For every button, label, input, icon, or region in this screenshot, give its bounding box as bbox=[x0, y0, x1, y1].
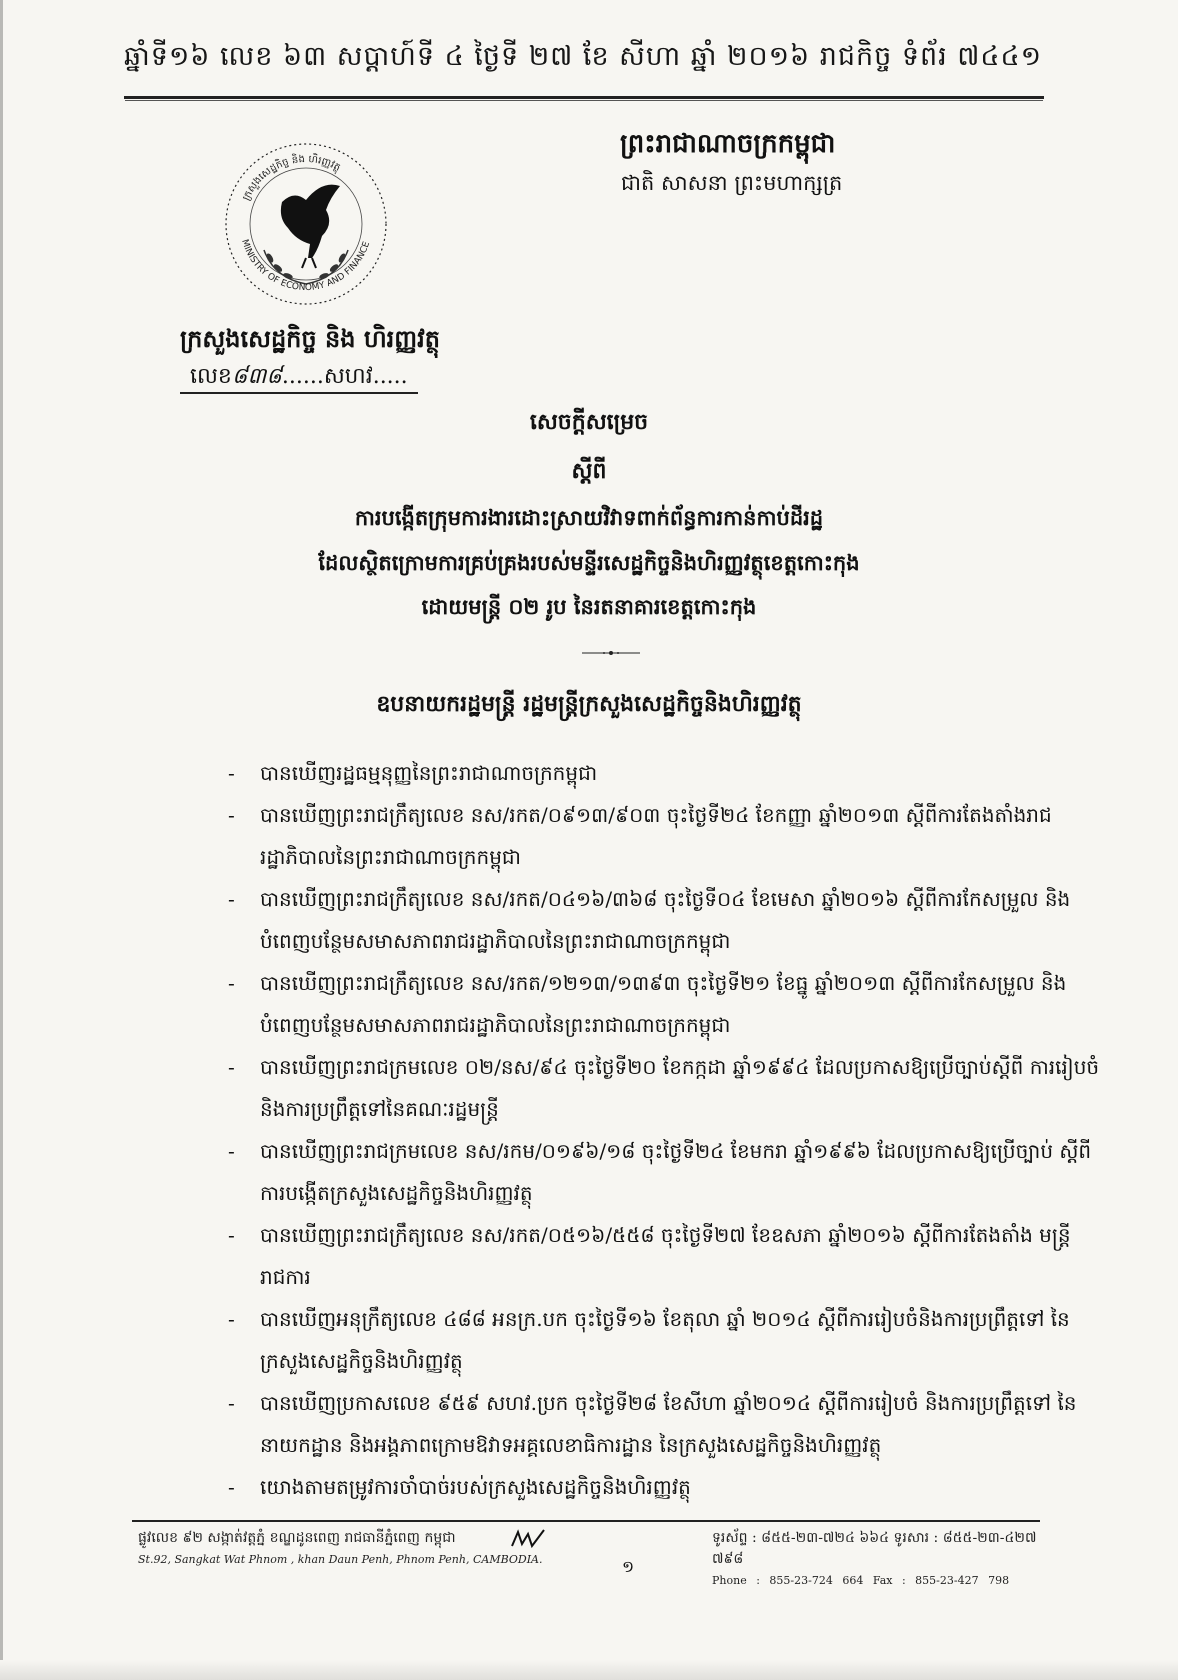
recital-item: - បានឃើញរដ្ឋធម្មនុញ្ញនៃព្រះរាជាណាចក្រកម្ពុជា bbox=[228, 761, 598, 785]
recital-item: - បានឃើញព្រះរាជក្រឹត្យលេខ នស/រកត/០៩១៣/៩០៣ ចុះថ្ងៃទី២៤ ខែកញ្ញា ឆ្នាំ២០១៣ ស្ដីពីការតែងតាំងរាជរដ្ឋាភិបាលនៃព្រះរាជាណាចក្រកម្ពុជា bbox=[228, 803, 1052, 869]
subject-line-3: ដោយមន្ត្រី ០២ រូប នៃរតនាគារខេត្តកោះកុង bbox=[421, 594, 757, 619]
recital-text: បានឃើញប្រកាសលេខ ៩៥៩ សហវ.ប្រក ចុះថ្ងៃទី២៨ ខែសីហា ឆ្នាំ២០១៤ ស្ដីពីការរៀបចំ និងការប្រព្រឹត្តទៅ នៃនាយកដ្ឋាន និងអង្គភាពក្រោមឱវាទអគ្គលេខាធិការដ្ឋាន នៃក្រសួងសេដ្ឋកិច្ចនិងហិរញ្ញវត្ថុ bbox=[260, 1391, 1077, 1457]
recital-text: បានឃើញរដ្ឋធម្មនុញ្ញនៃព្រះរាជាណាចក្រកម្ពុជា bbox=[260, 761, 598, 785]
scan-edge bbox=[0, 0, 3, 1680]
kingdom-title: ព្រះរាជាណាចក្រកម្ពុជា bbox=[620, 129, 836, 159]
document-about: ស្ដីពី bbox=[571, 458, 607, 484]
recital-text: យោងតាមតម្រូវការចាំបាច់របស់ក្រសួងសេដ្ឋកិច្ចនិងហិរញ្ញវត្ថុ bbox=[260, 1475, 691, 1499]
subject-line-1: ការបង្កើតក្រុមការងារដោះស្រាយវិវាទពាក់ព័ន្ធការកាន់កាប់ដីរដ្ឋ bbox=[354, 505, 824, 530]
address-khmer: ផ្លូវលេខ ៩២ សង្កាត់វត្តភ្នំ ខណ្ឌដូនពេញ រាជធានីភ្នំពេញ កម្ពុជា bbox=[138, 1530, 456, 1546]
gazette-header: ឆ្នាំទី១៦ លេខ ៦៣ សប្ដាហ៍ទី ៤ ថ្ងៃទី ២៧ ខែ សីហា ឆ្នាំ ២០១៦ រាជកិច្ច ទំព័រ ៧៤៤១ bbox=[124, 41, 1043, 72]
scan-bottom-edge bbox=[0, 1660, 1178, 1680]
reference-prefix: លេខ bbox=[190, 364, 232, 389]
recital-item: - បានឃើញព្រះរាជក្រមលេខ ០២/នស/៩៤ ចុះថ្ងៃទី២០ ខែកក្កដា ឆ្នាំ១៩៩៤ ដែលប្រកាសឱ្យប្រើច្បាប់ស្ដីពី ការរៀបចំនិងការប្រព្រឹត្តទៅនៃគណៈរដ្ឋមន្ត្រី bbox=[228, 1055, 1100, 1121]
footer-contact bbox=[712, 1528, 1062, 1587]
recital-item: - បានឃើញព្រះរាជក្រឹត្យលេខ នស/រកត/០៤១៦/៣៦៨ ចុះថ្ងៃទី០៤ ខែមេសា ឆ្នាំ២០១៦ ស្ដីពីការកែសម្រួល និងបំពេញបន្ថែមសមាសភាពរាជរដ្ឋាភិបាលនៃព្រះរាជាណាចក្រកម្ពុជា bbox=[228, 887, 1071, 953]
recital-item: - បានឃើញព្រះរាជក្រឹត្យលេខ នស/រកត/១២១៣/១៣៩៣ ចុះថ្ងៃទី២១ ខែធ្នូ ឆ្នាំ២០១៣ ស្ដីពីការកែសម្រួល និងបំពេញបន្ថែមសមាសភាពរាជរដ្ឋាភិបាលនៃព្រះរាជាណាចក្រកម្ពុជា bbox=[228, 971, 1067, 1037]
seal-text-kh: ក្រសួងសេដ្ឋកិច្ច និង ហិរញ្ញវត្ថុ bbox=[240, 153, 343, 203]
reference-underline bbox=[180, 392, 418, 394]
recital-text: បានឃើញព្រះរាជក្រឹត្យលេខ នស/រកត/០៥១៦/៥៥៨ ចុះថ្ងៃទី២៧ ខែឧសភា ឆ្នាំ២០១៦ ស្ដីពីការតែងតាំង មន្ត្រីរាជការ bbox=[260, 1223, 1071, 1289]
recital-text: បានឃើញព្រះរាជក្រមលេខ ០២/នស/៩៤ ចុះថ្ងៃទី២០ ខែកក្កដា ឆ្នាំ១៩៩៤ ដែលប្រកាសឱ្យប្រើច្បាប់ស្ដីពី ការរៀបចំនិងការប្រព្រឹត្តទៅនៃគណៈរដ្ឋមន្ត្រី bbox=[260, 1055, 1100, 1121]
recital-item: - បានឃើញព្រះរាជក្រមលេខ នស/រកម/០១៩៦/១៨ ចុះថ្ងៃទី២៤ ខែមករា ឆ្នាំ១៩៩៦ ដែលប្រកាសឱ្យប្រើច្បាប់ ស្ដីពីការបង្កើតក្រសួងសេដ្ឋកិច្ចនិងហិរញ្ញវត្ថុ bbox=[228, 1139, 1092, 1205]
recital-item: - បានឃើញប្រកាសលេខ ៩៥៩ សហវ.ប្រក ចុះថ្ងៃទី២៨ ខែសីហា ឆ្នាំ២០១៤ ស្ដីពីការរៀបចំ និងការប្រព្រឹត្តទៅ នៃនាយកដ្ឋាន និងអង្គភាពក្រោមឱវាទអគ្គលេខាធិការដ្ឋាន នៃក្រសួងសេដ្ឋកិច្ចនិងហិរញ្ញវត្ថុ bbox=[228, 1391, 1077, 1457]
recital-text: បានឃើញអនុក្រឹត្យលេខ ៤៨៨ អនក្រ.បក ចុះថ្ងៃទី១៦ ខែតុលា ឆ្នាំ ២០១៤ ស្ដីពីការរៀបចំនិងការប្រព្រឹត្តទៅ នៃក្រសួងសេដ្ឋកិច្ចនិងហិរញ្ញវត្ថុ bbox=[260, 1307, 1070, 1373]
reference-suffix: ......សហវ..... bbox=[281, 364, 408, 389]
contact-khmer: ទូរស័ព្ទ : ៨៥៥-២៣-៧២៤ ៦៦៤ ទូរសារ : ៨៥៥-២៣-៤២៧ ៧៩៨ bbox=[712, 1530, 1037, 1567]
recital-text: បានឃើញព្រះរាជក្រមលេខ នស/រកម/០១៩៦/១៨ ចុះថ្ងៃទី២៤ ខែមករា ឆ្នាំ១៩៩៦ ដែលប្រកាសឱ្យប្រើច្បាប់ ស្ដីពីការបង្កើតក្រសួងសេដ្ឋកិច្ចនិងហិរញ្ញវត្ថុ bbox=[260, 1139, 1092, 1205]
recital-text: បានឃើញព្រះរាជក្រឹត្យលេខ នស/រកត/១២១៣/១៣៩៣ ចុះថ្ងៃទី២១ ខែធ្នូ ឆ្នាំ២០១៣ ស្ដីពីការកែសម្រួល និងបំពេញបន្ថែមសមាសភាពរាជរដ្ឋាភិបាលនៃព្រះរាជាណាចក្រកម្ពុជា bbox=[260, 971, 1067, 1037]
document-type: សេចក្ដីសម្រេច bbox=[529, 409, 649, 435]
recital-text: បានឃើញព្រះរាជក្រឹត្យលេខ នស/រកត/០៤១៦/៣៦៨ ចុះថ្ងៃទី០៤ ខែមេសា ឆ្នាំ២០១៦ ស្ដីពីការកែសម្រួល និងបំពេញបន្ថែមសមាសភាពរាជរដ្ឋាភិបាលនៃព្រះរាជាណាចក្រកម្ពុជា bbox=[260, 887, 1071, 953]
footer-address bbox=[138, 1528, 658, 1566]
reference-handwritten-number: ៨៣៨ bbox=[231, 364, 282, 389]
ministry-name: ក្រសួងសេដ្ឋកិច្ច និង ហិរញ្ញវត្ថុ bbox=[180, 324, 440, 353]
page-number: ១ bbox=[622, 1557, 635, 1576]
recital-list bbox=[228, 752, 1108, 1508]
national-motto: ជាតិ សាសនា ព្រះមហាក្សត្រ bbox=[621, 171, 843, 195]
recital-text: បានឃើញព្រះរាជក្រឹត្យលេខ នស/រកត/០៩១៣/៩០៣ ចុះថ្ងៃទី២៤ ខែកញ្ញា ឆ្នាំ២០១៣ ស្ដីពីការតែងតាំងរាជរដ្ឋាភិបាលនៃព្រះរាជាណាចក្រកម្ពុជា bbox=[260, 803, 1052, 869]
ministry-seal bbox=[222, 140, 390, 308]
contact-english: Phone : 855-23-724 664 Fax : 855-23-427 798 bbox=[712, 1574, 1010, 1587]
footer-rule bbox=[132, 1520, 1040, 1522]
recital-item: - យោងតាមតម្រូវការចាំបាច់របស់ក្រសួងសេដ្ឋកិច្ចនិងហិរញ្ញវត្ថុ bbox=[228, 1475, 691, 1499]
signatory-title: ឧបនាយករដ្ឋមន្ត្រី រដ្ឋមន្ត្រីក្រសួងសេដ្ឋកិច្ចនិងហិរញ្ញវត្ថុ bbox=[376, 691, 802, 717]
subject-line-2: ដែលស្ថិតក្រោមការគ្រប់គ្រងរបស់មន្ទីរសេដ្ឋកិច្ចនិងហិរញ្ញវត្ថុខេត្តកោះកុង bbox=[318, 550, 860, 575]
recital-item: - បានឃើញព្រះរាជក្រឹត្យលេខ នស/រកត/០៥១៦/៥៥៨ ចុះថ្ងៃទី២៧ ខែឧសភា ឆ្នាំ២០១៦ ស្ដីពីការតែងតាំង មន្ត្រីរាជការ bbox=[228, 1223, 1071, 1289]
initials-signature bbox=[510, 1528, 546, 1550]
title-ornament bbox=[582, 649, 640, 657]
header-rule bbox=[124, 96, 1044, 99]
address-english: St.92, Sangkat Wat Phnom , khan Daun Penh, Phnom Penh, CAMBODIA. bbox=[138, 1553, 543, 1566]
recital-item: - បានឃើញអនុក្រឹត្យលេខ ៤៨៨ អនក្រ.បក ចុះថ្ងៃទី១៦ ខែតុលា ឆ្នាំ ២០១៤ ស្ដីពីការរៀបចំនិងការប្រព្រឹត្តទៅ នៃក្រសួងសេដ្ឋកិច្ចនិងហិរញ្ញវត្ថុ bbox=[228, 1307, 1070, 1373]
reference-number bbox=[190, 362, 408, 394]
seal-text-en: MINISTRY OF ECONOMY AND FINANCE bbox=[239, 238, 373, 294]
